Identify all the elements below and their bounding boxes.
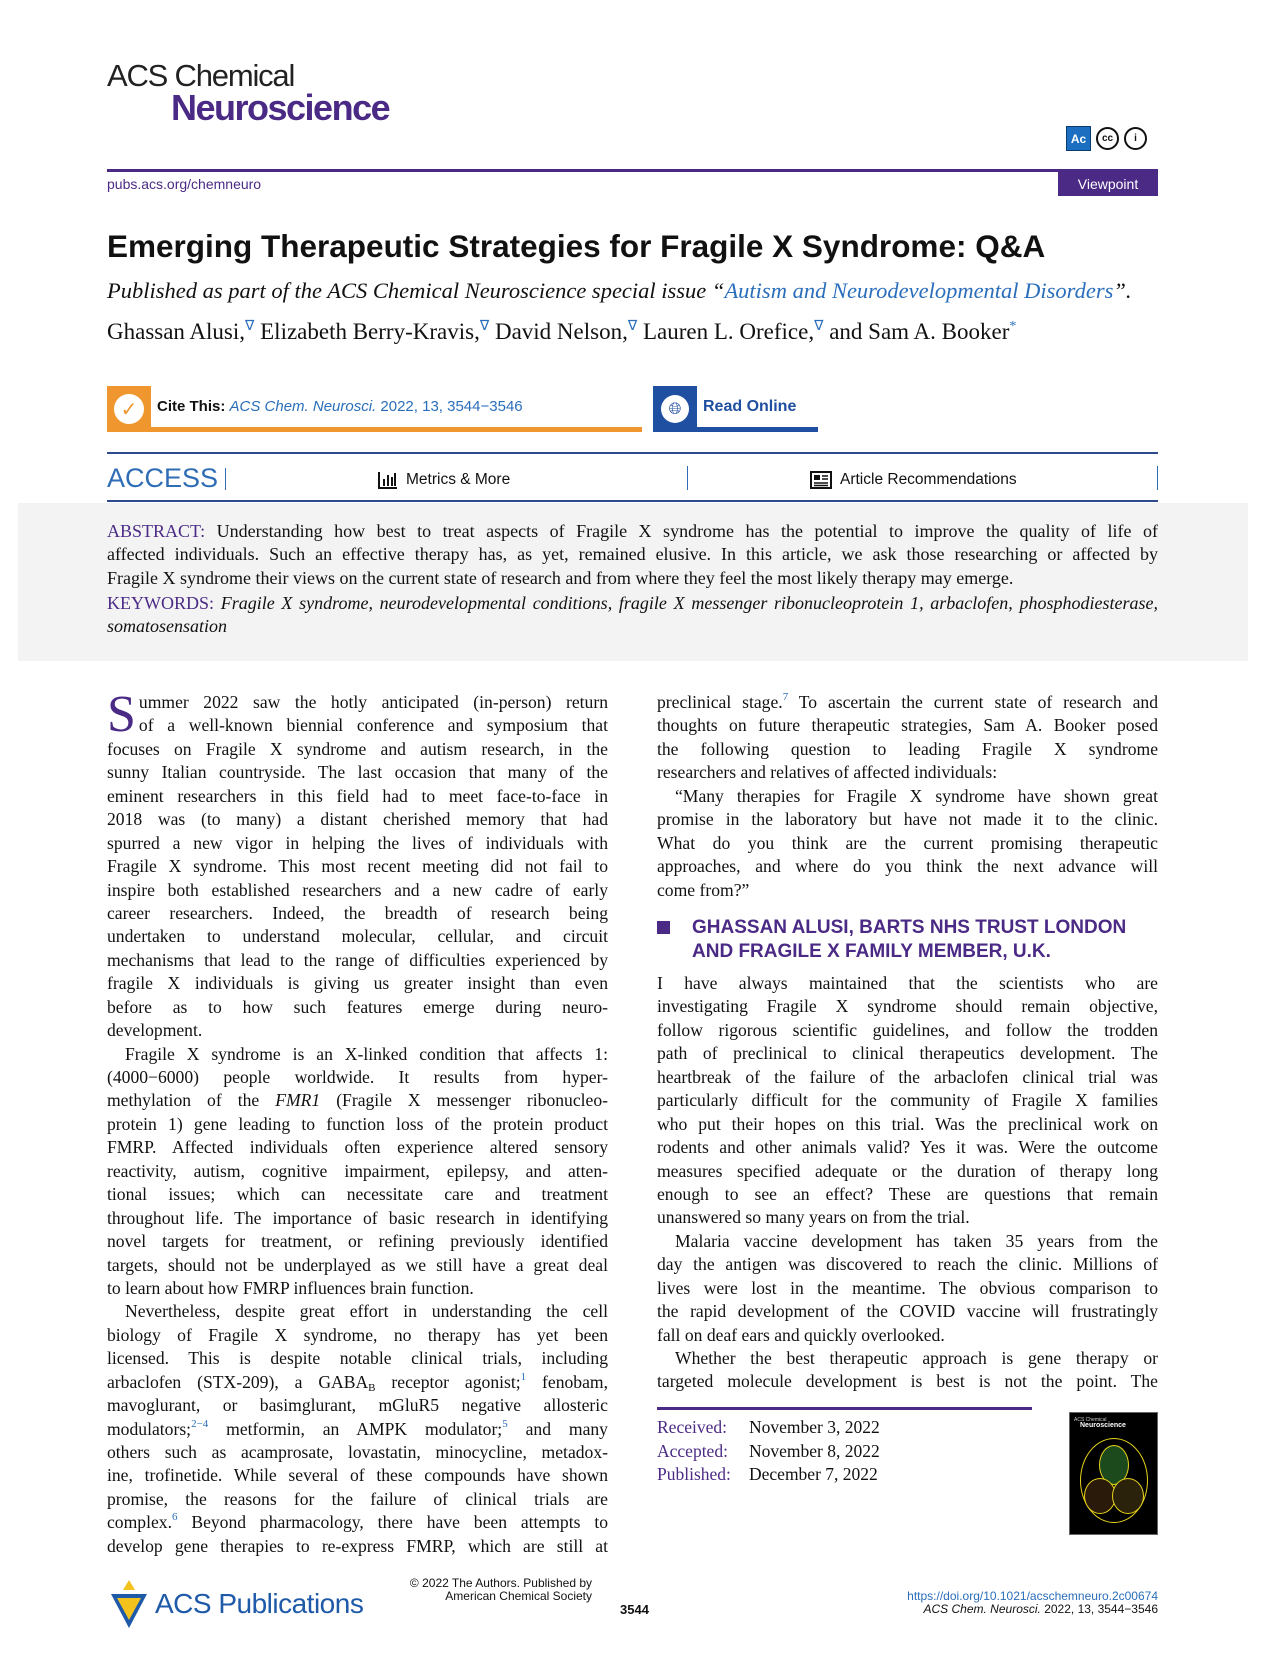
- text-segment: to learn about how FMRP influences brain function.: [107, 1277, 474, 1298]
- text-segment: licensed. This is despite notable clinical trials, including: [107, 1348, 608, 1369]
- access-label: [107, 463, 226, 494]
- text-line: [657, 972, 1158, 995]
- author-name[interactable]: Elizabeth Berry-Kravis,: [260, 319, 480, 344]
- text-line: [107, 1488, 608, 1511]
- doi-link[interactable]: https://doi.org/10.1021/acschemneuro.2c00674: [907, 1589, 1158, 1603]
- access-divider: [225, 468, 226, 490]
- text-line: [657, 691, 1158, 714]
- journal-url-link[interactable]: pubs.acs.org/chemneuro: [107, 176, 262, 192]
- text-line: [107, 1019, 608, 1042]
- text-segment: the following question to leading Fragile X syndrome: [657, 738, 1158, 759]
- text-line: [657, 1113, 1158, 1136]
- article-title: Emerging Therapeutic Strategies for Fragile X Syndrome: Q&A: [107, 228, 1046, 264]
- text-segment: receptor agonist;: [375, 1371, 521, 1392]
- drop-cap: S: [107, 686, 136, 743]
- text-line: [657, 1042, 1158, 1065]
- text-segment: others such as acamprosate, lovastatin, minocycline, metadox-: [107, 1442, 608, 1462]
- affiliation-mark: ∇: [627, 319, 638, 334]
- author-list: [107, 318, 1016, 345]
- text-line: [107, 1535, 608, 1558]
- text-line: [107, 1254, 608, 1277]
- text-line: [107, 1418, 608, 1441]
- reference-link[interactable]: 6: [171, 1511, 178, 1524]
- section-heading: [657, 916, 1158, 964]
- text-segment: measures specified adequate or the duration of therapy long: [657, 1160, 1158, 1181]
- text-segment: rodents and other animals valid? Yes it was. Were the outcome: [657, 1137, 1158, 1158]
- metrics-label: Metrics & More: [406, 471, 511, 488]
- cite-journal: ACS Chem. Neurosci.: [229, 398, 377, 415]
- text-line: [107, 1371, 608, 1394]
- reference-link[interactable]: 1: [520, 1370, 527, 1383]
- text-segment: biology of Fragile X syndrome, no therapy has yet been: [107, 1324, 608, 1345]
- text-segment: unanswered so many years on from the trial.: [657, 1207, 970, 1228]
- text-line: [107, 1300, 608, 1323]
- cite-this-button[interactable]: [107, 386, 642, 432]
- citation-journal: ACS Chem. Neurosci.: [923, 1602, 1041, 1616]
- text-line: [657, 879, 1158, 902]
- text-segment: develop gene therapies to re-express FMRP, which are still at: [107, 1535, 608, 1556]
- special-issue-suffix: ”.: [1113, 278, 1132, 303]
- globe-icon: 🌐︎: [653, 386, 697, 432]
- publisher-name: ACS Publications: [155, 1588, 364, 1619]
- text-line: [107, 714, 608, 737]
- citation-ref: 2022, 13, 3544−3546: [1040, 1602, 1158, 1616]
- text-segment: mavoglurant, or basimglurant, mGluR5 negative allosteric: [107, 1395, 608, 1416]
- text-line: [107, 1441, 608, 1464]
- text-line: [107, 972, 608, 995]
- text-segment: To ascertain the current state of research and: [788, 692, 1158, 712]
- author-name[interactable]: David Nelson,: [494, 319, 628, 344]
- dates-divider: [657, 1407, 1032, 1410]
- text-line: [107, 761, 608, 784]
- text-line: [107, 691, 608, 714]
- text-line: [657, 855, 1158, 878]
- text-segment: Whether the best therapeutic approach is gene therapy or: [675, 1348, 1158, 1368]
- license-icons: [1066, 126, 1147, 151]
- keywords: [107, 592, 1158, 639]
- keywords-line: Fragile X syndrome, neurodevelopmental conditions, fragile X messenger ribonucleoprotein 1, arbaclofen, phosphodiesterase,: [214, 593, 1158, 613]
- cover-title-1: ACS Chemical: [1074, 1417, 1107, 1423]
- text-segment: development.: [107, 1020, 203, 1041]
- text-segment: Fragile X syndrome is an X-linked condition that affects 1:: [125, 1043, 608, 1064]
- text-segment: FMR1: [275, 1090, 321, 1111]
- abstract-label: ABSTRACT:: [107, 521, 206, 541]
- text-segment: metformin, an AMPK modulator;: [208, 1418, 503, 1439]
- text-line: [657, 1183, 1158, 1206]
- text-line: [657, 832, 1158, 855]
- text-segment: approaches, and where do you think the next advance will: [657, 856, 1158, 877]
- bar-chart-icon: [378, 471, 398, 489]
- text-segment: ine, trofinetide. While several of these compounds have shown: [107, 1465, 608, 1486]
- article-type-badge: Viewpoint: [1058, 172, 1158, 196]
- reference-link[interactable]: 5: [502, 1417, 508, 1430]
- text-line: [657, 1160, 1158, 1183]
- heading-line: GHASSAN ALUSI, BARTS NHS TRUST LONDON: [692, 917, 1127, 938]
- text-segment: the rapid development of the COVID vaccine will frustratingly: [657, 1301, 1158, 1322]
- reference-link[interactable]: 7: [782, 691, 789, 703]
- text-line: [107, 925, 608, 948]
- text-line: [657, 714, 1158, 737]
- access-bottom-divider: [107, 500, 1158, 502]
- text-segment: day the antigen was discovered to reach the clinic. Millions of: [657, 1254, 1158, 1275]
- text-segment: particularly difficult for the community of Fragile X families: [657, 1090, 1158, 1111]
- text-segment: mechanisms that lead to the range of difficulties experienced by: [107, 949, 608, 970]
- text-segment: Beyond pharmacology, there have been attempts to: [177, 1512, 608, 1533]
- access-divider: [687, 466, 688, 490]
- text-line: [657, 1347, 1158, 1370]
- right-column-top: [657, 691, 1158, 902]
- text-segment: preclinical stage.: [657, 692, 783, 712]
- article-recommendations-button[interactable]: [810, 471, 1017, 489]
- text-segment: 2018 was (to many) a distant cherished memory that had: [107, 809, 608, 830]
- text-line: [107, 1066, 608, 1089]
- text-segment: of a well-known biennial conference and symposium that: [138, 715, 608, 736]
- text-line: [657, 1253, 1158, 1276]
- text-segment: throughout life. The importance of basic research in identifying: [107, 1207, 608, 1228]
- text-line: [107, 1230, 608, 1253]
- text-segment: thoughts on future therapeutic strategies, Sam A. Booker posed: [657, 715, 1158, 736]
- access-divider: [1157, 466, 1158, 490]
- journal-logo-line2: Neuroscience: [171, 87, 390, 128]
- text-line: [657, 1370, 1158, 1393]
- abstract-line: Understanding how best to treat aspects of Fragile X syndrome has the potential to improve the quality of life of: [205, 521, 1158, 541]
- heading-line: AND FRAGILE X FAMILY MEMBER, U.K.: [692, 941, 1051, 962]
- text-line: [657, 995, 1158, 1018]
- text-line: [657, 738, 1158, 761]
- special-issue-link[interactable]: Autism and Neurodevelopmental Disorders: [724, 278, 1114, 303]
- text-segment: ummer 2022 saw the hotly anticipated (in-person) return: [138, 692, 608, 712]
- text-segment: enough to see an effect? These are questions that remain: [657, 1183, 1158, 1204]
- cover-circle: [1112, 1478, 1144, 1514]
- metrics-button[interactable]: [378, 471, 510, 489]
- page-number: 3544: [620, 1602, 649, 1617]
- heading-square-icon: [657, 921, 670, 934]
- abstract-line: Fragile X syndrome their views on the current state of research and from where they feel the most likely therapy may emerge.: [107, 567, 1014, 588]
- text-line: [657, 1277, 1158, 1300]
- text-segment: (4000−6000) people worldwide. It results from hyper-: [107, 1067, 608, 1087]
- right-column-bottom: [657, 972, 1158, 1394]
- text-line: [657, 1300, 1158, 1323]
- text-segment: fenobam,: [526, 1371, 608, 1392]
- access-text: ACCESS: [107, 463, 219, 493]
- keywords-line: somatosensation: [107, 616, 228, 637]
- text-line: [107, 1347, 608, 1370]
- accepted-label: Accepted:: [657, 1440, 728, 1461]
- check-icon: ✓: [107, 386, 151, 432]
- text-segment: before as to how such features emerge during neuro-: [107, 996, 608, 1017]
- text-line: [107, 879, 608, 902]
- text-segment: inspire both established researchers and a new cadre of early: [107, 879, 608, 900]
- text-line: [107, 855, 608, 878]
- journal-logo-line1: ACS Chemical: [107, 58, 295, 93]
- text-line: [657, 761, 1158, 784]
- text-segment: sunny Italian countryside. The last occasion that many of the: [107, 762, 608, 783]
- creative-commons-icon[interactable]: cc: [1096, 127, 1119, 150]
- text-line: [107, 949, 608, 972]
- author-name[interactable]: Ghassan Alusi,: [107, 319, 245, 344]
- text-segment: protein 1) gene leading to function loss of the protein product: [107, 1113, 608, 1134]
- cite-ref: 2022, 13, 3544−3546: [376, 398, 523, 415]
- text-line: [107, 1464, 608, 1487]
- text-line: [657, 1136, 1158, 1159]
- text-segment: methylation of the: [107, 1090, 276, 1111]
- text-segment: path of preclinical to clinical therapeutics development. The: [657, 1043, 1158, 1064]
- received-label: Received:: [657, 1417, 727, 1437]
- text-line: [107, 996, 608, 1019]
- text-line: [657, 785, 1158, 808]
- published-label: Published:: [657, 1464, 731, 1485]
- text-segment: Malaria vaccine development has taken 35 years from the: [675, 1230, 1158, 1251]
- copyright-line: American Chemical Society: [445, 1588, 592, 1603]
- text-segment: tional issues; which can necessitate care and treatment: [107, 1184, 608, 1205]
- text-segment: promise in the laboratory but have not made it to the clinic.: [657, 809, 1158, 830]
- cover-title-2: Neuroscience: [1080, 1422, 1126, 1429]
- text-segment: targets, should not be underplayed as we still have a great deal: [107, 1254, 608, 1275]
- journal-cover-image[interactable]: [1069, 1412, 1158, 1535]
- text-segment: FMRP. Affected individuals often experience altered sensory: [107, 1137, 608, 1158]
- text-segment: researchers and relatives of affected individuals:: [657, 762, 998, 783]
- header-divider: [107, 169, 1158, 172]
- special-issue-prefix: Published as part of the ACS Chemical Neuroscience special issue “: [107, 278, 725, 303]
- text-segment: career researchers. Indeed, the breadth of research being: [107, 902, 608, 923]
- text-segment: reactivity, autism, cognitive impairment, epilepsy, and atten-: [107, 1160, 608, 1181]
- author-choice-icon[interactable]: Ac: [1066, 126, 1091, 151]
- recommendations-label: Article Recommendations: [840, 471, 1017, 488]
- text-segment: targeted molecule development is best is not the point. The: [657, 1371, 1158, 1392]
- acs-publications-logo[interactable]: [107, 1578, 363, 1630]
- affiliation-mark: ∇: [245, 319, 255, 334]
- text-line: [107, 1089, 608, 1112]
- text-line: [657, 808, 1158, 831]
- accepted-date: November 8, 2022: [749, 1440, 880, 1461]
- text-segment: modulators;: [107, 1418, 192, 1439]
- text-segment: B: [368, 1381, 376, 1394]
- text-line: [657, 1019, 1158, 1042]
- newspaper-icon: [810, 471, 832, 489]
- text-segment: eminent researchers in this field had to meet face-to-face in: [107, 785, 608, 806]
- text-line: [107, 808, 608, 831]
- text-segment: What do you think are the current promising therapeutic: [657, 832, 1158, 853]
- acs-emblem-icon: [107, 1578, 151, 1630]
- author-name[interactable]: and Sam A. Booker: [829, 319, 1010, 344]
- text-segment: undertaken to understand molecular, cellular, and circuit: [107, 926, 608, 947]
- text-segment: complex.: [107, 1512, 172, 1533]
- abstract-line: affected individuals. Such an effective therapy has, as yet, remained elusive. In this article, we ask those researching or affected by: [107, 544, 1158, 565]
- text-segment: Nevertheless, despite great effort in understanding the cell: [125, 1301, 608, 1322]
- affiliation-mark: ∇: [479, 319, 490, 334]
- text-segment: investigating Fragile X syndrome should remain objective,: [657, 996, 1158, 1017]
- cite-label: Cite This:: [157, 398, 226, 415]
- read-online-label: Read Online: [703, 398, 797, 415]
- text-line: [107, 832, 608, 855]
- text-segment: lives were lost in the meantime. The obvious comparison to: [657, 1277, 1158, 1298]
- text-line: [657, 1066, 1158, 1089]
- affiliation-mark: ∇: [814, 319, 824, 334]
- text-line: [107, 1113, 608, 1136]
- left-column: [107, 686, 608, 1558]
- special-issue-note: [107, 278, 1132, 304]
- abstract: [107, 520, 1158, 590]
- text-segment: (Fragile X messenger ribonucleo-: [320, 1090, 608, 1111]
- text-line: [107, 1136, 608, 1159]
- reference-link[interactable]: 2−4: [191, 1417, 209, 1430]
- text-segment: promise, the reasons for the failure of clinical trials are: [107, 1488, 608, 1509]
- text-segment: Fragile X syndrome. This most recent meeting did not fail to: [107, 856, 608, 877]
- text-line: [107, 902, 608, 925]
- text-segment: “Many therapies for Fragile X syndrome have shown great: [675, 785, 1158, 806]
- text-line: [657, 1230, 1158, 1253]
- text-line: [107, 1160, 608, 1183]
- copyright-line: © 2022 The Authors. Published by: [409, 1576, 592, 1590]
- text-segment: fall on deaf ears and quickly overlooked.: [657, 1324, 945, 1345]
- text-line: [107, 1183, 608, 1206]
- corresponding-mark: *: [1009, 319, 1017, 334]
- text-segment: fragile X individuals is giving us greater insight than even: [107, 973, 608, 994]
- access-top-divider: [107, 452, 1158, 454]
- dates: [657, 1416, 880, 1487]
- copyright: [380, 1577, 592, 1602]
- received-date: November 3, 2022: [749, 1417, 880, 1437]
- text-segment: heartbreak of the failure of the arbaclofen clinical trial was: [657, 1066, 1158, 1087]
- text-segment: focuses on Fragile X syndrome and autism research, in the: [107, 738, 608, 759]
- keywords-label: KEYWORDS:: [107, 593, 214, 613]
- text-segment: who put their hopes on this trial. Was the preclinical work on: [657, 1113, 1158, 1134]
- text-line: [107, 738, 608, 761]
- text-line: [657, 1324, 1158, 1347]
- text-line: [107, 785, 608, 808]
- read-online-button[interactable]: [653, 386, 818, 432]
- attribution-icon[interactable]: i: [1124, 127, 1147, 150]
- text-line: [657, 1206, 1158, 1229]
- text-line: [107, 1511, 608, 1534]
- author-name[interactable]: Lauren L. Orefice,: [642, 319, 815, 344]
- text-line: [107, 1324, 608, 1347]
- text-segment: follow rigorous scientific guidelines, and follow the trodden: [657, 1019, 1158, 1040]
- text-segment: come from?”: [657, 879, 750, 900]
- text-segment: spurred a new vigor in helping the lives of individuals with: [107, 832, 608, 853]
- text-line: [107, 1043, 608, 1066]
- text-segment: novel targets for treatment, or refining previously identified: [107, 1231, 608, 1252]
- doi-block: [800, 1590, 1158, 1616]
- text-line: [107, 1207, 608, 1230]
- text-segment: and many: [507, 1418, 608, 1439]
- text-line: [107, 1277, 608, 1300]
- text-line: [107, 1394, 608, 1417]
- text-segment: I have always maintained that the scientists who are: [657, 973, 1158, 993]
- text-line: [657, 1089, 1158, 1112]
- published-date: December 7, 2022: [749, 1464, 878, 1485]
- text-segment: arbaclofen (STX-209), a GABA: [107, 1371, 369, 1392]
